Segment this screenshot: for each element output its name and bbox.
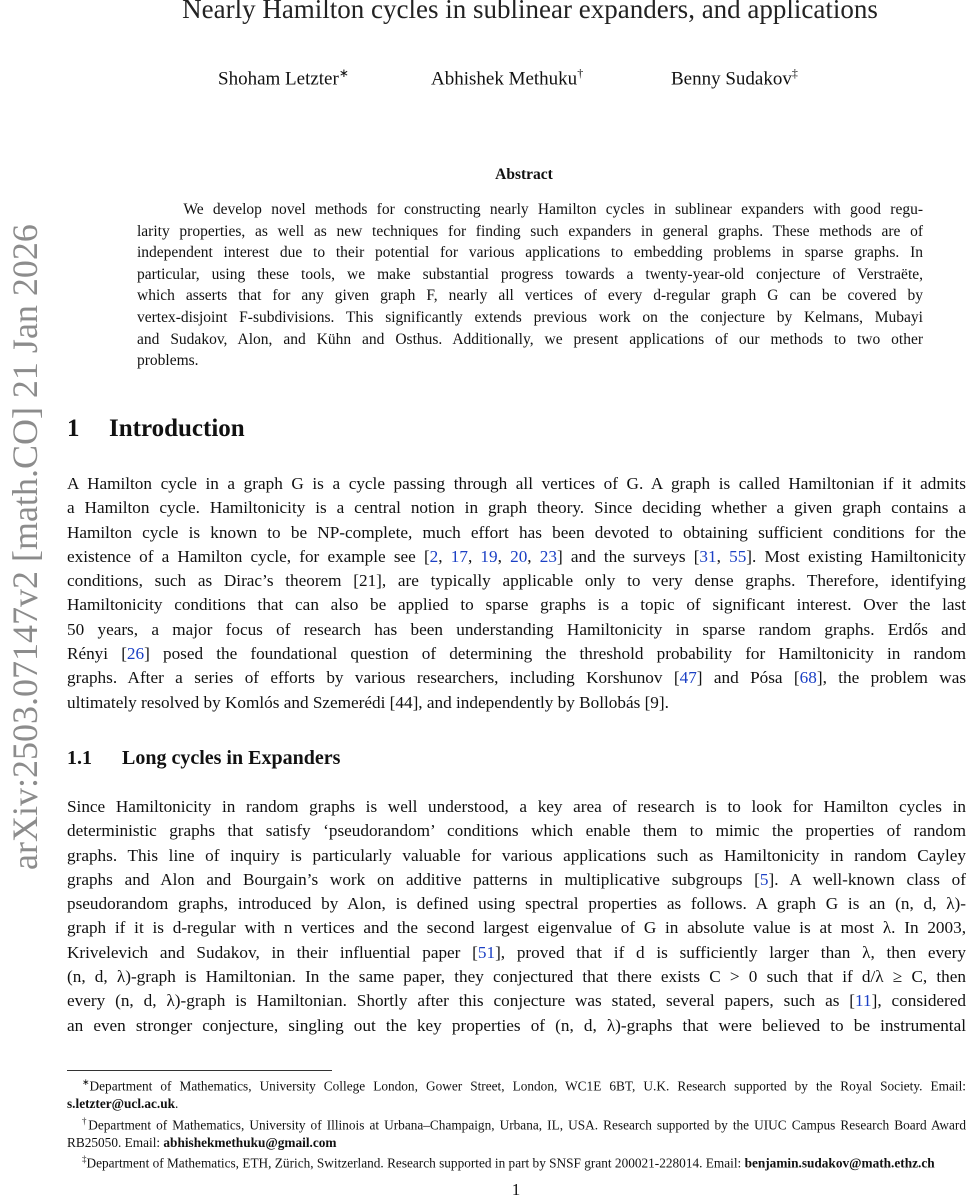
text-line: Rényi [26] posed the foundational question of determining the threshold probability for Hamiltonicity in random — [67, 644, 966, 664]
citation-link[interactable]: 26 — [126, 644, 145, 664]
text-line: Krivelevich and Sudakov, in their influential paper [51], proved that if d is sufficiently larger than λ, then every — [67, 942, 966, 962]
abstract-line: and Sudakov, Alon, and Kühn and Osthus. Additionally, we present applications of our methods to two other — [137, 330, 923, 348]
abstract-line: which asserts that for any given graph F, nearly all vertices of every d-regular graph G can be covered by — [137, 287, 923, 305]
abstract-line: problems. — [137, 352, 199, 370]
abstract-line: larity properties, as well as new techniques for finding such expanders in general graphs. These methods are of — [137, 222, 923, 240]
text-line: a Hamilton cycle. Hamiltonicity is a central notion in graph theory. Since deciding whether a given graph contains a — [67, 498, 966, 518]
abstract-body — [137, 199, 923, 372]
footnote-mark: ‡ — [82, 1154, 87, 1165]
citation-link[interactable]: 2 — [429, 546, 439, 566]
author-name: Shoham Letzter — [218, 68, 339, 90]
expanders-paragraph — [67, 795, 966, 1038]
section-title: Introduction — [109, 415, 245, 442]
text-line: graph if it is d-regular with n vertices and the second largest eigenvalue of G in absolute value is at most λ. In 2003, — [67, 918, 966, 938]
footnote-mark: ∗ — [82, 1077, 90, 1087]
footnote-3: ‡Department of Mathematics, ETH, Zürich, Switzerland. Research supported in part by SNSF grant 200021-228014. Email: benjamin.sudakov@math.ethz.ch — [82, 1154, 935, 1171]
text-line: ultimately resolved by Komlós and Szemerédi [44], and independently by Bollobás [9]. — [67, 692, 669, 712]
citation-link[interactable]: 23 — [539, 546, 557, 566]
text-line: Hamiltonicity conditions that can also be applied to sparse graphs is a topic of significant interest. Over the last — [67, 595, 966, 615]
citation-link[interactable]: 20 — [510, 546, 528, 566]
page-number: 1 — [511, 1180, 521, 1199]
email-link[interactable]: s.letzter@ucl.ac.uk — [67, 1096, 176, 1112]
text-line: conditions, such as Dirac’s theorem [21], are typically applicable only to very dense graphs. Therefore, identifying — [67, 571, 966, 591]
author-2 — [431, 66, 583, 90]
text-line: graphs. After a series of efforts by various researchers, including Korshunov [47] and Pósa [68], the problem was — [67, 668, 967, 688]
text-line: graphs and Alon and Bourgain’s work on additive patterns in multiplicative subgroups [5]. A well-known class of — [67, 869, 966, 889]
section-number: 1 — [67, 415, 80, 442]
author-3 — [671, 66, 798, 90]
paper-title: Nearly Hamilton cycles in sublinear expanders, and applications — [182, 0, 878, 24]
author-mark: ‡ — [791, 66, 798, 80]
citation-link[interactable]: 68 — [799, 668, 817, 688]
citation-link[interactable]: 31 — [699, 546, 717, 566]
abstract-line: particular, using these tools, we make substantial progress towards a twenty-year-old conjecture of Verstraëte, — [137, 265, 923, 283]
text-line: an even stronger conjecture, singling out the key properties of (n, d, λ)-graphs that were believed to be instrumental — [67, 1015, 966, 1035]
footnote-2: †Department of Mathematics, University of Illinois at Urbana–Champaign, Urbana, IL, USA. Research supported by the UIUC Campus Research Board Award RB25050. Email: abhishekmethuku@gmail.com — [67, 1115, 967, 1150]
arxiv-identifier-stamp: arXiv:2503.07147v2 [math.CO] 21 Jan 2026 — [5, 224, 45, 870]
text-line: graphs. This line of inquiry is particularly valuable for various applications such as Hamiltonicity in random Cayley — [67, 845, 966, 865]
text-line: Hamilton cycle is known to be NP-complete, much effort has been devoted to obtaining sufficient conditions for the — [67, 522, 966, 542]
citation-link[interactable]: 17 — [450, 546, 468, 566]
abstract-line: We develop novel methods for constructing nearly Hamilton cycles in sublinear expanders with good regu- — [183, 201, 923, 218]
abstract-line: vertex-disjoint F-subdivisions. This significantly extends previous work on the conjecture by Kelmans, Mubayi — [137, 308, 923, 326]
abstract-line: independent interest due to their potential for various applications to embedding problems in sparse graphs. In — [137, 244, 923, 262]
citation-link[interactable]: 47 — [679, 668, 697, 688]
text-line: pseudorandom graphs, introduced by Alon, is defined using spectral properties as follows. A graph G is an (n, d, λ)- — [67, 894, 966, 914]
text-line: A Hamilton cycle in a graph G is a cycle passing through all vertices of G. A graph is called Hamiltonian if it admits — [67, 474, 966, 493]
citation-link[interactable]: 55 — [729, 546, 747, 566]
author-name: Abhishek Methuku — [431, 68, 578, 90]
introduction-paragraph — [67, 472, 966, 715]
author-mark: ∗ — [338, 66, 349, 80]
email-link[interactable]: benjamin.sudakov@math.ethz.ch — [744, 1155, 935, 1171]
author-1 — [218, 66, 349, 90]
text-line: existence of a Hamilton cycle, for example see [2, 17, 19, 20, 23] and the surveys [31, 55]. Most existing Hamiltonicity — [67, 546, 967, 566]
subsection-heading-long-cycles — [67, 747, 340, 770]
text-line: 50 years, a major focus of research has been understanding Hamiltonicity in sparse random graphs. Erdős and — [67, 619, 966, 639]
citation-link[interactable]: 51 — [477, 942, 496, 962]
author-mark: † — [577, 66, 584, 80]
subsection-number: 1.1 — [67, 747, 92, 769]
footnote-mark: † — [82, 1115, 89, 1126]
footnotes — [67, 1074, 966, 1172]
text-line: every (n, d, λ)-graph is Hamiltonian. Shortly after this conjecture was stated, several papers, such as [11], considered — [67, 991, 966, 1011]
footnote-1: ∗Department of Mathematics, University College London, Gower Street, London, WC1E 6BT, U.K. Research supported by the Royal Society. Email: s.letzter@ucl.ac.uk. — [67, 1077, 966, 1112]
citation-link[interactable]: 19 — [480, 546, 498, 566]
text-line: (n, d, λ)-graph is Hamiltonian. In the same paper, they conjectured that there exists C > 0 such that if d/λ ≥ C, then — [67, 967, 966, 987]
abstract-heading: Abstract — [495, 166, 553, 183]
section-heading-introduction — [67, 415, 245, 443]
citation-link[interactable]: 11 — [855, 991, 872, 1011]
author-name: Benny Sudakov — [671, 68, 792, 90]
text-line: Since Hamiltonicity in random graphs is well understood, a key area of research is to look for Hamilton cycles in — [67, 797, 966, 816]
email-link[interactable]: abhishekmethuku@gmail.com — [163, 1134, 337, 1150]
text-line: deterministic graphs that satisfy ‘pseudorandom’ conditions which enable them to mimic the properties of random — [67, 821, 966, 841]
citation-link[interactable]: 5 — [759, 869, 769, 889]
footnote-divider — [67, 1070, 332, 1071]
subsection-title: Long cycles in Expanders — [122, 747, 341, 769]
